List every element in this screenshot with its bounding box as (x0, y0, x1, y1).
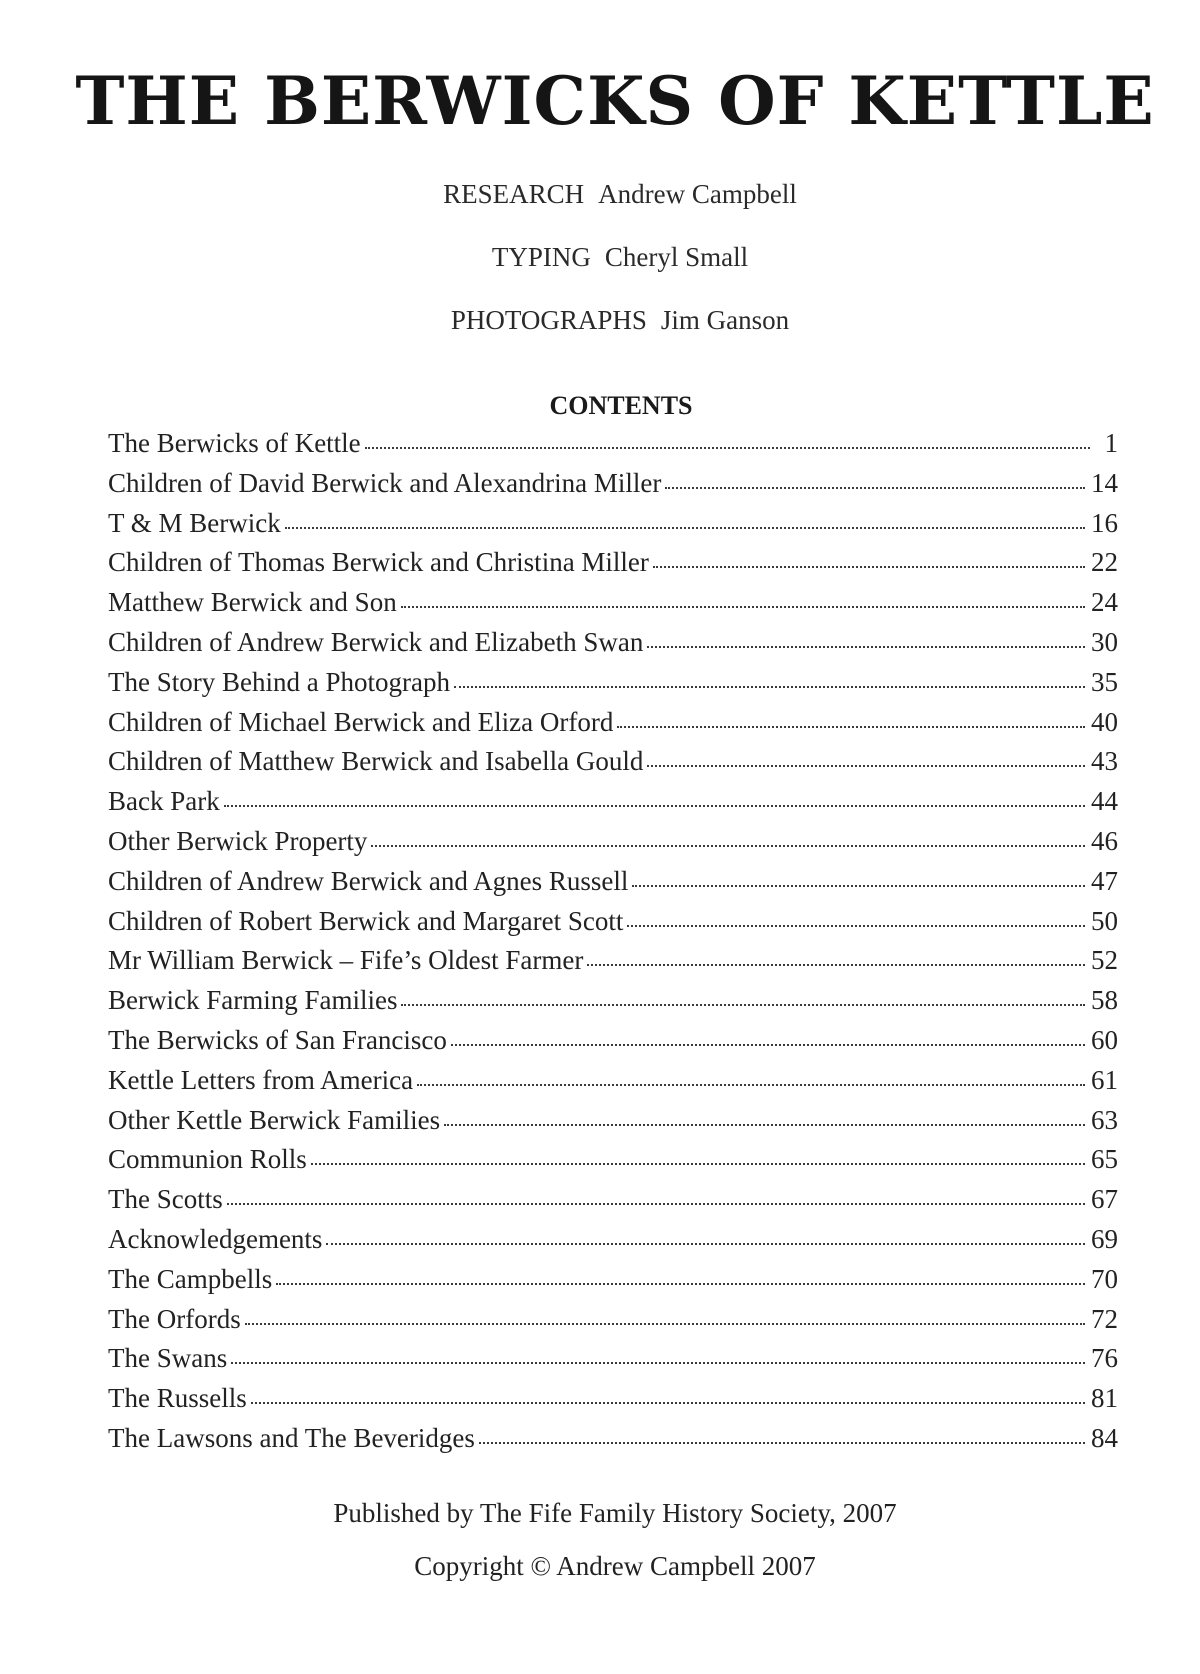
dot-leader (454, 686, 1085, 688)
dot-leader (587, 964, 1085, 966)
toc-entry-title: Children of Andrew Berwick and Agnes Russell (108, 865, 629, 896)
toc-entry (108, 782, 1118, 822)
toc-entry-page: 61 (1091, 1064, 1118, 1095)
dot-leader (401, 606, 1085, 608)
dot-leader (479, 1442, 1085, 1444)
credit-photographs (0, 307, 1200, 334)
dot-leader (231, 1362, 1085, 1364)
toc-entry (108, 424, 1118, 464)
toc-entry-title: The Orfords (108, 1303, 241, 1334)
toc-entry-title: Berwick Farming Families (108, 985, 398, 1016)
credit-role: TYPING (491, 242, 591, 272)
dot-leader (251, 1402, 1085, 1404)
toc-entry-page: 69 (1091, 1223, 1118, 1254)
toc-entry (108, 623, 1118, 663)
credit-person: Andrew Campbell (598, 179, 797, 209)
toc-entry-page: 35 (1091, 666, 1118, 697)
publisher-line: Published by The Fife Family History Society, 2007 (333, 1498, 897, 1528)
dot-leader (444, 1124, 1085, 1126)
toc-entry-title: Mr William Berwick – Fife’s Oldest Farmer (108, 945, 584, 976)
toc-entry (108, 1419, 1118, 1459)
toc-entry-page: 52 (1091, 945, 1118, 976)
toc-entry (108, 543, 1118, 583)
toc-entry-title: Matthew Berwick and Son (108, 587, 397, 618)
toc-entry-page: 67 (1091, 1184, 1118, 1215)
toc-entry (108, 902, 1118, 942)
toc-entry-page: 84 (1091, 1422, 1118, 1453)
credit-person: Cheryl Small (604, 242, 749, 272)
toc-entry-title: Other Berwick Property (108, 825, 368, 856)
document-title: THE BERWICKS OF KETTLE (75, 62, 1155, 140)
dot-leader (245, 1323, 1085, 1325)
toc-entry-page: 44 (1091, 786, 1118, 817)
toc-entry-title: The Swans (108, 1343, 228, 1374)
toc-entry-page: 22 (1091, 547, 1118, 578)
toc-entry-title: The Campbells (108, 1263, 273, 1294)
credit-typing (0, 244, 1200, 271)
toc-entry-title: Children of David Berwick and Alexandrina Miller (108, 467, 662, 498)
dot-leader (311, 1163, 1085, 1165)
toc-entry (108, 703, 1118, 743)
toc-entry (108, 1260, 1118, 1300)
dot-leader (665, 487, 1085, 489)
toc-entry-page: 40 (1091, 706, 1118, 737)
toc-entry (108, 1300, 1118, 1340)
dot-leader (224, 805, 1085, 807)
toc-entry-page: 16 (1091, 507, 1118, 538)
dot-leader (276, 1283, 1085, 1285)
toc-entry-title: The Berwicks of San Francisco (108, 1024, 447, 1055)
credit-role: RESEARCH (443, 179, 585, 209)
toc-entry-page: 60 (1091, 1024, 1118, 1055)
toc-entry-page: 14 (1091, 467, 1118, 498)
toc-entry-title: The Berwicks of Kettle (108, 428, 361, 458)
toc-entry (108, 1061, 1118, 1101)
toc-entry (108, 583, 1118, 623)
toc-entry-title: Children of Michael Berwick and Eliza Orford (108, 706, 614, 737)
toc-entry-title: Back Park (108, 786, 220, 817)
toc-entry (108, 941, 1118, 981)
toc-entry (108, 1339, 1118, 1379)
toc-entry (108, 663, 1118, 703)
toc-entry-title: Communion Rolls (108, 1144, 307, 1175)
toc-entry-title: Acknowledgements (108, 1223, 323, 1254)
contents-heading: CONTENTS (549, 391, 693, 420)
toc-entry-page: 70 (1091, 1263, 1118, 1294)
toc-entry-title: Children of Andrew Berwick and Elizabeth Swan (108, 626, 644, 657)
dot-leader (647, 646, 1085, 648)
dot-leader (401, 1004, 1085, 1006)
toc-entry-title: Other Kettle Berwick Families (108, 1104, 441, 1135)
credit-person: Jim Ganson (660, 305, 790, 335)
toc-entry-page: 47 (1091, 865, 1118, 896)
toc-entry-title: The Story Behind a Photograph (108, 666, 450, 697)
credit-research (0, 181, 1200, 208)
toc-entry-page: 65 (1091, 1144, 1118, 1175)
toc-entry (108, 504, 1118, 544)
dot-leader (632, 885, 1085, 887)
toc-entry-page: 50 (1091, 905, 1118, 936)
table-of-contents (108, 424, 1118, 1459)
toc-entry-title: The Lawsons and The Beveridges (108, 1422, 475, 1453)
toc-entry (108, 1101, 1118, 1141)
dot-leader (451, 1044, 1085, 1046)
toc-entry-title: Kettle Letters from America (108, 1064, 414, 1095)
toc-entry-page: 24 (1091, 587, 1118, 618)
toc-entry-page: 72 (1091, 1303, 1118, 1334)
toc-entry-title: T & M Berwick (108, 507, 281, 538)
dot-leader (285, 527, 1085, 529)
dot-leader (647, 765, 1085, 767)
toc-entry (108, 1220, 1118, 1260)
dot-leader (227, 1203, 1085, 1205)
toc-entry-page: 30 (1091, 626, 1118, 657)
copyright-line: Copyright © Andrew Campbell 2007 (414, 1551, 816, 1581)
toc-entry (108, 822, 1118, 862)
toc-entry (108, 1140, 1118, 1180)
toc-entry-page: 43 (1091, 746, 1118, 777)
toc-entry-title: Children of Robert Berwick and Margaret Scott (108, 905, 624, 936)
toc-entry-page: 1 (1104, 428, 1118, 458)
toc-entry-page: 58 (1091, 985, 1118, 1016)
toc-entry-page: 76 (1091, 1343, 1118, 1374)
toc-entry (108, 1021, 1118, 1061)
toc-entry-page: 81 (1091, 1383, 1118, 1414)
toc-entry (108, 742, 1118, 782)
toc-entry-title: Children of Thomas Berwick and Christina Miller (108, 547, 649, 578)
toc-entry-title: Children of Matthew Berwick and Isabella Gould (108, 746, 644, 777)
toc-entry-title: The Scotts (108, 1184, 223, 1215)
toc-entry (108, 1379, 1118, 1419)
toc-entry-page: 46 (1091, 825, 1118, 856)
toc-entry-title: The Russells (108, 1383, 247, 1414)
toc-entry (108, 464, 1118, 504)
toc-entry-page: 63 (1091, 1104, 1118, 1135)
dot-leader (653, 566, 1085, 568)
toc-entry (108, 862, 1118, 902)
credit-role: PHOTOGRAPHS (450, 305, 647, 335)
dot-leader (627, 925, 1085, 927)
toc-entry (108, 981, 1118, 1021)
dot-leader (326, 1243, 1085, 1245)
dot-leader (371, 845, 1085, 847)
toc-entry (108, 1180, 1118, 1220)
dot-leader (365, 447, 1090, 449)
dot-leader (617, 726, 1085, 728)
dot-leader (417, 1084, 1085, 1086)
